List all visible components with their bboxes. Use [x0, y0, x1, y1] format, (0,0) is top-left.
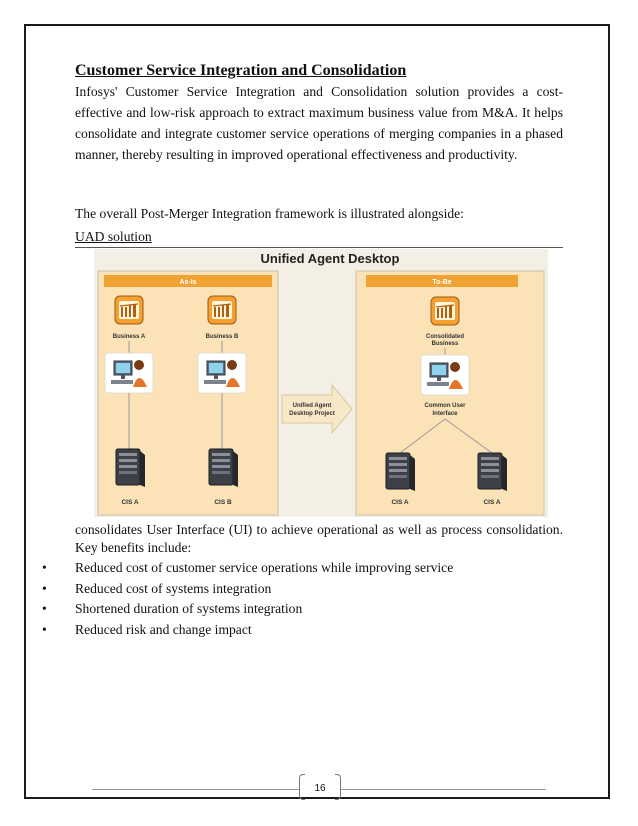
intro-paragraph: Infosys' Customer Service Integration and Consolidation solution provides a cost-effective and low-risk approach to extract maximum business value from M&A. It helps consolidate and integrate customer service operations of merging companies in a phased manner, thereby resulting in improved operational effectiveness and productivity.	[75, 84, 563, 162]
cis-left-server-icon	[386, 453, 415, 491]
business-a-label: Business A	[112, 334, 146, 340]
common-ui-label-line2: Interface	[432, 411, 458, 417]
agent-a-icon	[105, 353, 153, 393]
cis-right-label: CIS A	[483, 499, 501, 506]
benefit-item: • Reduced cost of systems integration	[42, 579, 453, 600]
diagram-title: Unified Agent Desktop	[260, 251, 400, 266]
cis-a-label: CIS A	[121, 499, 139, 506]
common-agent-icon	[421, 355, 469, 395]
footer-rule-left	[92, 789, 299, 790]
footer-rule-right	[341, 789, 546, 790]
cis-b-label: CIS B	[214, 499, 232, 506]
benefit-item: • Shortened duration of systems integration	[42, 599, 453, 620]
benefit-item: • Reduced risk and change impact	[42, 620, 453, 641]
uad-diagram	[94, 249, 548, 517]
section-heading: Customer Service Integration and Consolidation	[75, 62, 407, 79]
figure-top-rule	[75, 247, 563, 248]
to-be-header-label: To-Be	[432, 279, 452, 286]
page-number: 16	[314, 783, 326, 794]
cis-a-server-icon	[116, 449, 145, 487]
business-b-icon	[208, 296, 236, 324]
business-a-icon	[115, 296, 143, 324]
business-b-label: Business B	[205, 334, 239, 340]
framework-lead-text: The overall Post-Merger Integration framework is illustrated alongside:	[75, 206, 464, 221]
project-arrow-label-line1: Unified Agent	[292, 403, 332, 409]
agent-b-icon	[198, 353, 246, 393]
benefit-item: • Reduced cost of customer service operations while improving service	[42, 558, 453, 579]
consolidated-business-label-line1: Consolidated	[425, 334, 465, 340]
consolidated-business-icon	[431, 297, 459, 325]
uad-solution-label: UAD solution	[75, 229, 152, 244]
continuation-paragraph: consolidates User Interface (UI) to achieve operational as well as process consolidation. Key benefits include:	[75, 522, 563, 555]
common-ui-label-line1: Common User	[424, 403, 466, 409]
cis-left-label: CIS A	[391, 499, 409, 506]
cis-b-server-icon	[209, 449, 238, 487]
cis-right-server-icon	[478, 453, 507, 491]
project-arrow-label-line2: Desktop Project	[289, 411, 335, 417]
benefits-list	[42, 558, 453, 640]
as-is-header-label: As-Is	[179, 279, 197, 286]
consolidated-business-label-line2: Business	[431, 341, 459, 347]
